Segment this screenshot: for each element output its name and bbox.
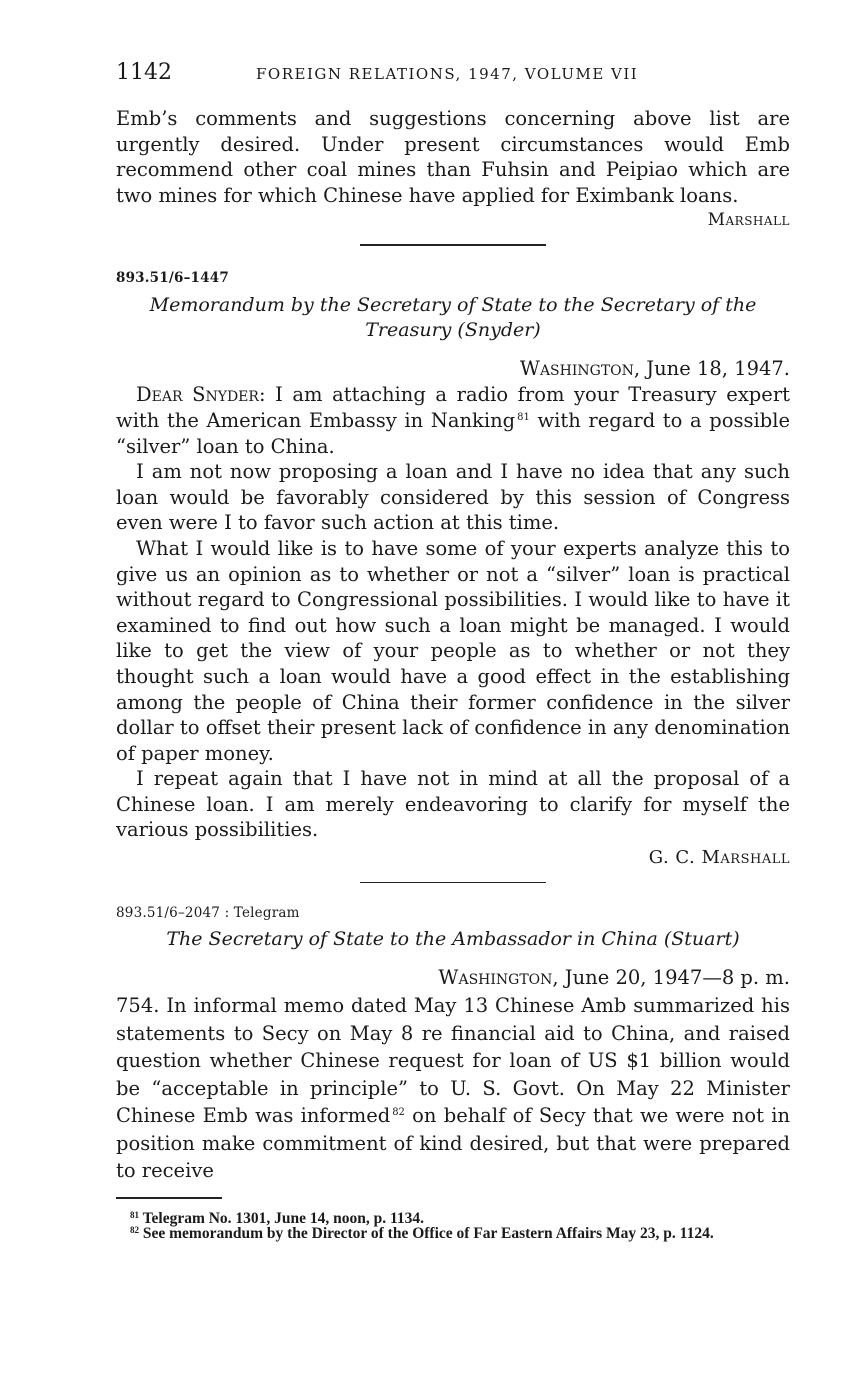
memo-title: Memorandum by the Secretary of State to the Secretary of the Treasury (Snyder) [149,294,757,342]
footnote-ref-81: 81 [517,411,530,423]
document-page [116,60,790,1241]
telegram-dateline-date: , June 20, 1947—8 p. m. [552,966,790,990]
telegram-dateline-place: Washington [438,966,553,990]
memo-dateline-date: , June 18, 1947. [633,357,790,381]
running-head [116,60,790,100]
telegram-dateline [116,966,790,989]
memo-salutation: Dear Snyder [136,383,259,407]
footnote-marker-81: 81 [130,1209,139,1220]
footnote-rule [116,1197,222,1199]
footnote-marker-82: 82 [130,1224,139,1235]
memo-p1-text-a: : I am attaching a radio from your Treasury expert with the American Embassy in Nanking [116,383,790,432]
memo-dateline-place: Washington [519,357,634,381]
intro-paragraph: Emb’s comments and suggestions concerning above list are urgently desired. Under present circumstances would Emb recommend other coal mines than Fuhsin and Peipiao which are two mines for which Chinese have applied for Eximbank loans. [116,107,790,207]
telegram-p1-text-b: on behalf of Secy that we were not in position make commitment of kind desired, but that were prepared to receive [116,1104,791,1183]
footnote-text-82: See memorandum by the Director of the Office of Far Eastern Affairs May 23, p. 1124. [139,1224,714,1242]
footnote-ref-82: 82 [392,1107,405,1119]
telegram-p1-text-a: 754. In informal memo dated May 13 Chinese Amb summarized his statements to Secy on May 8 re financial aid to China, and raised question whether Chinese request for loan of US $1 billion would be “acceptable in principle” to U. S. Govt. On May 22 Minister Chinese Emb was informed [116,994,790,1128]
running-title: FOREIGN RELATIONS, 1947, VOLUME VII [256,65,639,83]
memo-paragraph-2: I am not now proposing a loan and I have no idea that any such loan would be favorably considered by this session of Congress even were I to favor such action at this time. [116,460,790,535]
section-divider [360,882,546,883]
telegram-file-number: 893.51/6–2047 : Telegram [116,905,300,922]
memo-p1-text-b: with regard to a possible “silver” loan to China. [116,408,790,458]
memo-paragraph-1 [116,382,790,459]
memo-file-number: 893.51/6–1447 [116,270,229,287]
memo-signature: G. C. Marshall [648,847,790,869]
intro-signature: Marshall [707,210,790,231]
memo-paragraph-4: I repeat again that I have not in mind at all the proposal of a Chinese loan. I am merely endeavoring to clarify for myself the various possibilities. [116,767,790,842]
telegram-paragraph-1 [116,992,790,1185]
footnote-82 [116,1226,790,1241]
footnote-text-81: Telegram No. 1301, June 14, noon, p. 1134. [139,1209,425,1227]
telegram-title: The Secretary of State to the Ambassador in China (Stuart) [166,928,740,951]
page-number: 1142 [116,60,172,85]
section-divider [360,244,546,246]
footnote-81 [116,1211,790,1226]
memo-paragraph-3: What I would like is to have some of your experts analyze this to give us an opinion as to whether or not a “silver” loan is practical without regard to Congressional possibilities. I would like to have it examined to find out how such a loan might be managed. I would like to get the view of your people as to whether or not they thought such a loan would have a good effect in the establishing among the people of China their former confidence in the silver dollar to offset their present lack of confidence in any denomination of paper money. [116,536,790,765]
memo-dateline [116,357,790,380]
